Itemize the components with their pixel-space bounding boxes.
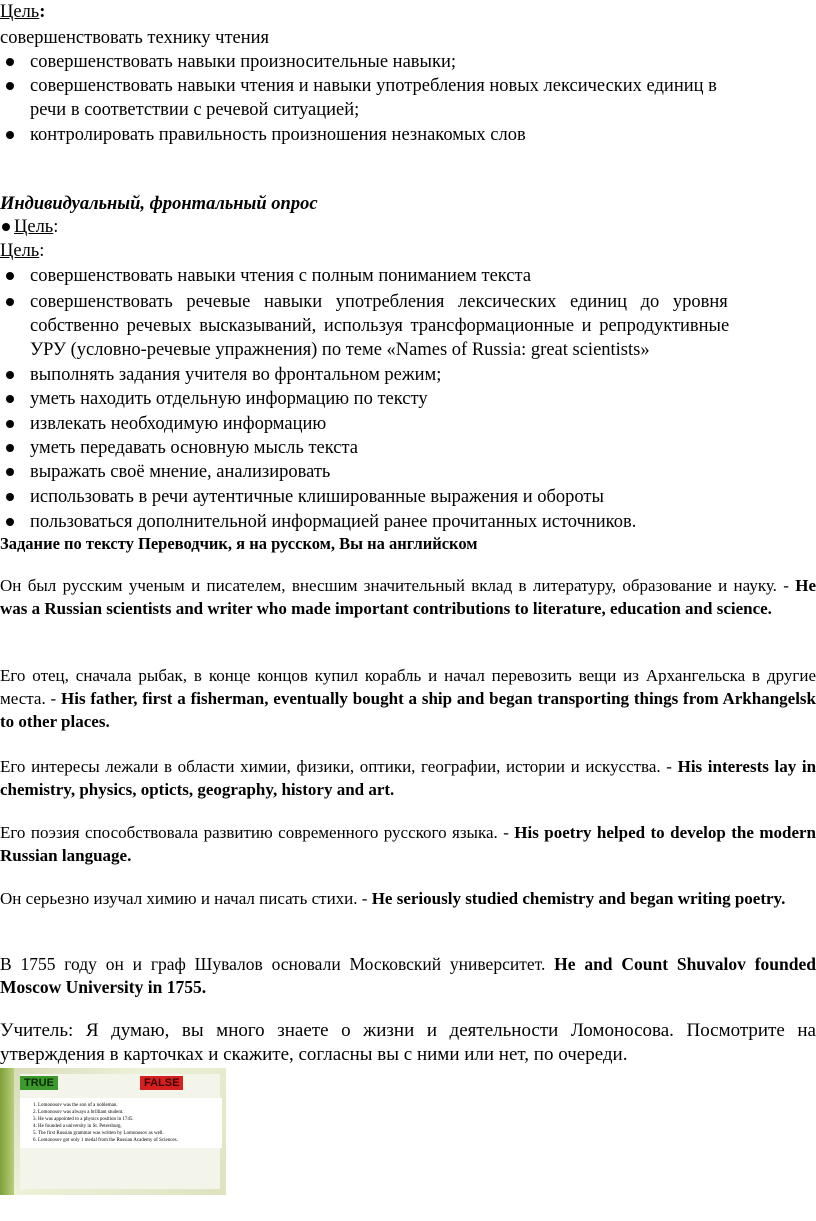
statement-item: 6. Lomonosov got only 1 medal from the Russian Academy of Sciences.: [38, 1137, 218, 1144]
translation-pair: [0, 664, 816, 733]
bullet-icon: [6, 468, 14, 476]
statement-item: 1. Lomonosov was the son of a nobleman.: [38, 1102, 218, 1109]
bullet-icon: [6, 371, 14, 379]
bullet-icon: [6, 131, 14, 139]
statement-item: 4. He founded a university in St. Petersburg.: [38, 1123, 218, 1130]
list-item-text: совершенствовать речевые навыки употребления лексических единиц до уровня: [30, 292, 728, 312]
goal-colon: :: [53, 217, 59, 237]
task-title: Задание по тексту Переводчик, я на русском, Вы на английском: [0, 534, 478, 553]
goal-colon: :: [39, 2, 46, 22]
russian-sentence: В 1755 году он и граф Шувалов основали Московский университет.: [0, 954, 546, 974]
translation-pair: [0, 755, 816, 801]
section-title: Индивидуальный, фронтальный опрос: [0, 194, 318, 214]
teacher-instruction: Учитель: Я думаю, вы много знаете о жизни и деятельности Ломоносова. Посмотрите на утверждения в карточках и скажите, согласны вы с ними или нет, по очереди.: [0, 1020, 816, 1065]
goal-heading: [0, 240, 44, 262]
list-item-text: совершенствовать навыки чтения и навыки употребления новых лексических единиц в: [30, 76, 717, 96]
bullet-icon: [6, 493, 14, 501]
bullet-icon: [6, 58, 14, 66]
list-item-text: УРУ (условно-речевые упражнения) по теме «Names of Russia: great scientists»: [30, 340, 650, 360]
bullet-icon: [6, 395, 14, 403]
separator: -: [50, 689, 57, 708]
translation-pair: [0, 821, 816, 867]
list-item-text: совершенствовать навыки чтения с полным пониманием текста: [30, 266, 532, 286]
english-sentence: He and Count Shuvalov founded Moscow University in 1755.: [0, 954, 816, 997]
list-item-text: речи в соответствии с речевой ситуацией;: [30, 100, 360, 120]
separator: -: [783, 576, 789, 595]
bullet-icon: [6, 420, 14, 428]
goal-intro: совершенствовать технику чтения: [0, 28, 270, 48]
bullet-icon: [2, 223, 10, 231]
list-item-text: совершенствовать навыки произносительные навыки;: [30, 52, 456, 72]
bullet-icon: [6, 272, 14, 280]
russian-sentence: Его отец, сначала рыбак, в конце концов купил корабль и начал перевозить вещи из Архангельска в другие места.: [0, 666, 816, 708]
separator: -: [503, 823, 509, 842]
true-false-card-image: [0, 1068, 226, 1195]
translation-pair: [0, 574, 816, 620]
separator: -: [666, 757, 672, 776]
list-item-text: контролировать правильность произношения незнакомых слов: [30, 125, 526, 145]
list-item-text: уметь передавать основную мысль текста: [30, 438, 358, 458]
bullet-icon: [6, 298, 14, 306]
goal-colon: :: [39, 241, 45, 261]
statement-item: 3. He was appointed to a physics position in 1745.: [38, 1116, 218, 1123]
russian-sentence: Он был русским ученым и писателем, внесшим значительный вклад в литературу, образование и науку.: [0, 576, 777, 595]
russian-sentence: Его интересы лежали в области химии, физики, оптики, географии, истории и искусства.: [0, 757, 661, 776]
bullet-icon: [6, 444, 14, 452]
card-stripe: [0, 1068, 14, 1195]
list-item-text: выражать своё мнение, анализировать: [30, 462, 331, 482]
english-sentence: He seriously studied chemistry and began writing poetry.: [371, 889, 786, 908]
true-label: TRUE: [20, 1076, 58, 1090]
statement-list: [20, 1098, 222, 1148]
list-item-text: извлекать необходимую информацию: [30, 414, 327, 434]
goal-bullet: [0, 216, 58, 238]
goal-label: Цель: [0, 241, 40, 261]
russian-sentence: Он серьезно изучал химию и начал писать стихи.: [0, 889, 358, 908]
list-item-text: собственно речевых высказываний, используя трансформационные и репродуктивные: [30, 316, 730, 336]
statement-item: 2. Lomonosov was always a brilliant student.: [38, 1109, 218, 1116]
goal-heading: [0, 1, 45, 23]
statement-item: 5. The first Russian grammar was written by Lomonosov as well.: [38, 1130, 218, 1137]
english-sentence: His father, first a fisherman, eventually bought a ship and began transporting things from Arkhangelsk to other places.: [0, 689, 816, 731]
english-sentence: His interests lay in chemistry, physics, opticts, geography, history and art.: [0, 757, 816, 799]
goal-label: Цель: [0, 2, 40, 22]
separator: -: [361, 889, 368, 908]
translation-pair: [0, 953, 816, 999]
bullet-icon: [6, 82, 14, 90]
russian-sentence: Его поэзия способствовала развитию современного русского языка.: [0, 823, 498, 842]
goal-label: Цель: [14, 217, 54, 237]
translation-pair: [0, 887, 816, 910]
english-sentence: He was a Russian scientists and writer who made important contributions to literature, education and science.: [0, 576, 816, 618]
list-item-text: использовать в речи аутентичные клишированные выражения и обороты: [30, 487, 604, 507]
bullet-icon: [6, 518, 14, 526]
list-item-text: уметь находить отдельную информацию по тексту: [30, 389, 428, 409]
false-label: FALSE: [140, 1076, 183, 1090]
list-item-text: пользоваться дополнительной информацией ранее прочитанных источников.: [30, 512, 637, 532]
list-item-text: выполнять задания учителя во фронтальном режим;: [30, 365, 442, 385]
english-sentence: His poetry helped to develop the modern Russian language.: [0, 823, 816, 865]
